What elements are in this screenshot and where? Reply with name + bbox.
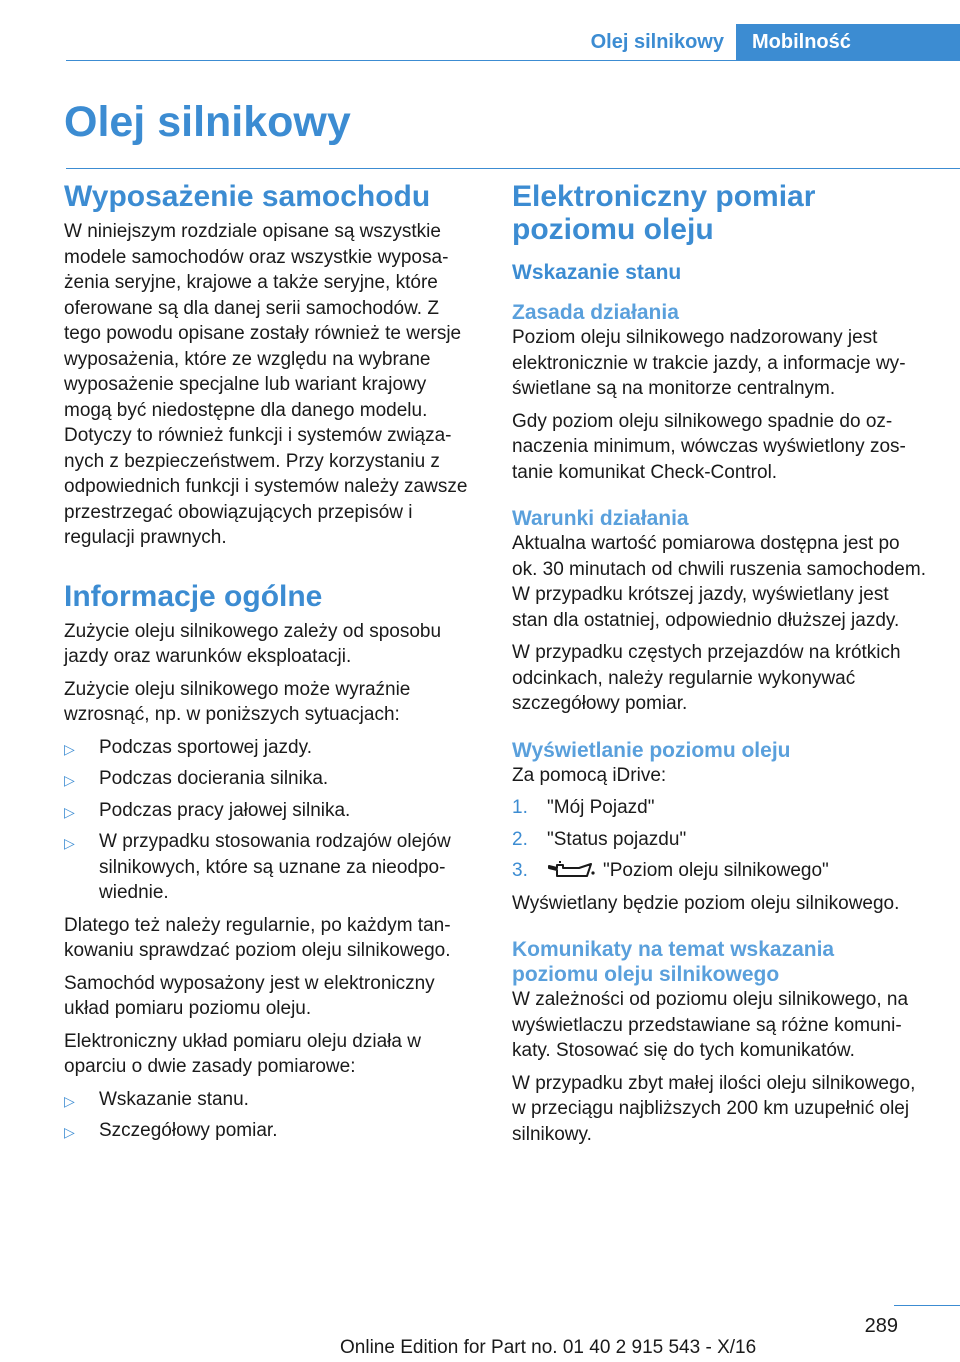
situations-list bbox=[64, 735, 478, 906]
list-item bbox=[512, 827, 926, 853]
step-number: 1. bbox=[512, 797, 528, 818]
title-rule bbox=[66, 168, 960, 169]
paragraph-usage-1: Zużycie oleju silnikowego zależy od sposobu jazdy oraz warunków eksploatacji. bbox=[64, 620, 442, 667]
list-item bbox=[64, 798, 478, 824]
left-column bbox=[64, 180, 478, 1151]
steps-list bbox=[512, 795, 926, 884]
triangle-bullet-icon: ▷ bbox=[64, 1092, 75, 1109]
list-item bbox=[512, 858, 926, 884]
step-number: 2. bbox=[512, 828, 528, 850]
triangle-bullet-icon: ▷ bbox=[64, 835, 75, 851]
header-section-label: Olej silnikowy bbox=[590, 31, 724, 53]
list-item-text: Podczas sportowej jazdy. bbox=[99, 736, 312, 758]
paragraph-messages-1: W zależności od poziomu oleju silnikowego, na wyświetlaczu przedstawiane są różne komunikaty. Stosować się do tych komunikatów. bbox=[512, 989, 909, 1061]
page-number: 289 bbox=[864, 1315, 898, 1337]
list-item-text: Szczegółowy pomiar. bbox=[99, 1120, 278, 1141]
oil-can-icon bbox=[547, 860, 597, 880]
triangle-bullet-icon: ▷ bbox=[64, 1124, 75, 1140]
step-number: 3. bbox=[512, 860, 528, 881]
list-item bbox=[64, 735, 478, 761]
right-column bbox=[512, 180, 926, 1154]
edition-footer: Online Edition for Part no. 01 40 2 915 543 - X/16 bbox=[340, 1337, 757, 1358]
header-chapter-label: Mobilność bbox=[752, 31, 851, 53]
heading-oil-level-display: Wyświetlanie poziomu oleju bbox=[512, 738, 791, 762]
paragraph-messages-2: W przypadku zbyt małej ilości oleju silnikowego, w przeciągu najbliższych 200 km uzupełnić olej silnikowy. bbox=[512, 1072, 916, 1145]
footer-rule bbox=[894, 1305, 960, 1306]
list-item bbox=[64, 1087, 478, 1113]
heading-equipment: Wyposażenie samochodu bbox=[64, 180, 431, 213]
principles-list bbox=[64, 1087, 478, 1144]
heading-electronic-measurement: Elektroniczny pomiar poziomu oleju bbox=[512, 180, 816, 246]
step-text: "Mój Pojazd" bbox=[547, 797, 655, 818]
list-item bbox=[512, 795, 926, 821]
list-item bbox=[64, 1118, 478, 1144]
heading-principle: Zasada działania bbox=[512, 301, 679, 324]
list-item bbox=[64, 829, 478, 906]
heading-status-display: Wskazanie stanu bbox=[512, 261, 682, 284]
step-text: "Poziom oleju silnikowego" bbox=[603, 860, 829, 881]
heading-messages: Komunikaty na temat wskazania poziomu oleju silnikowego bbox=[512, 938, 835, 986]
paragraph-equipped: Samochód wyposażony jest w elektroniczny układ pomiaru poziomu oleju. bbox=[64, 972, 435, 1019]
list-item-text: Wskazanie stanu. bbox=[99, 1088, 249, 1110]
paragraph-principles: Elektroniczny układ pomiaru oleju działa w oparciu o dwie zasady pomiarowe: bbox=[64, 1030, 421, 1077]
list-item-text: Podczas pracy jałowej silnika. bbox=[99, 799, 351, 821]
header-chapter-tab bbox=[736, 24, 960, 61]
triangle-bullet-icon: ▷ bbox=[64, 772, 75, 788]
paragraph-conditions-2: W przypadku częstych przejazdów na krótkich odcinkach, należy regularnie wykonywać szczegółowy pomiar. bbox=[512, 642, 901, 714]
paragraph-principle-2: Gdy poziom oleju silnikowego spadnie do oznaczenia minimum, wówczas wyświetlony zostanie komunikat Check-Control. bbox=[512, 410, 906, 483]
paragraph-check-level: Dlatego też należy regularnie, po każdym tankowaniu sprawdzać poziom oleju silnikowego. bbox=[64, 914, 451, 961]
list-item-text: Podczas docierania silnika. bbox=[99, 768, 329, 789]
paragraph-result: Wyświetlany będzie poziom oleju silnikowego. bbox=[512, 892, 900, 914]
triangle-bullet-icon: ▷ bbox=[64, 740, 75, 757]
page-title: Olej silnikowy bbox=[64, 98, 351, 146]
paragraph-conditions-1: Aktualna wartość pomiarowa dostępna jest po ok. 30 minutach od chwili ruszenia samochodem. W przypadku krótszej jazdy, wyświetlany jest stan dla ostatniej, odpowiednio dłuższej jazdy. bbox=[512, 533, 926, 631]
paragraph-idrive: Za pomocą iDrive: bbox=[512, 764, 667, 786]
list-item bbox=[64, 766, 478, 792]
paragraph-principle-1: Poziom oleju silnikowego nadzorowany jest elektronicznie w trakcie jazdy, a informacje wyświetlane są na monitorze centralnym. bbox=[512, 327, 906, 399]
paragraph-usage-2: Zużycie oleju silnikowego może wyraźnie wzrosnąć, np. w poniższych sytuacjach: bbox=[64, 678, 411, 725]
triangle-bullet-icon: ▷ bbox=[64, 803, 75, 820]
heading-general-info: Informacje ogólne bbox=[64, 579, 323, 613]
heading-conditions: Warunki działania bbox=[512, 507, 689, 530]
step-text: "Status pojazdu" bbox=[547, 828, 687, 850]
page-header bbox=[0, 24, 960, 61]
paragraph-equipment: W niniejszym rozdziale opisane są wszystkie modele samochodów oraz wszystkie wyposażenia seryjne, krajowe a także seryjne, które oferowane są dla danej serii samochodów. Z tego powodu opisane zostały również te wersje wyposażenia, które ze względu na wybrane wyposażenie specjalne lub wariant krajowy mogą być niedostępne dla danego modelu. Dotyczy to również funkcji i systemów związanych z bezpieczeństwem. Przy korzystaniu z odpowiednich funkcji i systemów należy zawsze przestrzegać obowiązujących przepisów i regulacji prawnych. bbox=[64, 221, 468, 548]
list-item-text: W przypadku stosowania rodzajów olejów silnikowych, które są uznane za nieodpowiednie. bbox=[99, 831, 451, 903]
